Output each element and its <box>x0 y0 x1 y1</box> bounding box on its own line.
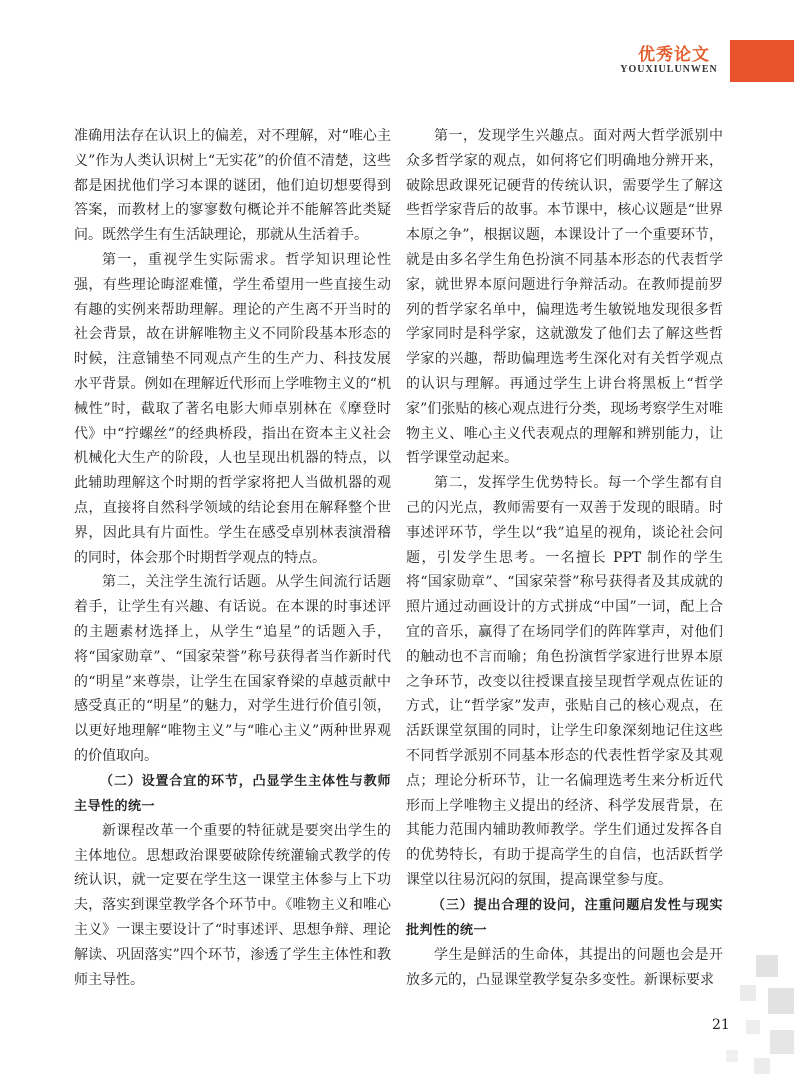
decorative-block <box>754 1058 770 1074</box>
paragraph: 第二，发挥学生优势特长。每一个学生都有自己的闪光点，教师需要有一双善于发现的眼睛。时事述评环节，学生以“我”追星的视角，谈论社会问题，引发学生思考。一名擅长 PPT 制作的学生将“国家勋章”、“国家荣誉”称号获得者及其成就的照片通过动画设计的方式拼成“中国”一词，配上合宜的音乐，赢得了在场同学们的阵阵掌声，对他们的触动也不言而喻；角色扮演哲学家进行世界本原之争环节，改变以往授课直接呈现哲学观点佐证的方式，让“哲学家”发声，张贴自己的核心观点，在活跃课堂氛围的同时，让学生印象深刻地记住这些不同哲学派别不同基本形态的代表性哲学家及其观点；理论分析环节，让一名偏理选考生来分析近代形而上学唯物主义提出的经济、科学发展背景，在其能力范围内辅助教师教学。学生们通过发挥各自的优势特长，有助于提高学生的自信，也活跃哲学课堂以往易沉闷的氛围，提高课堂参与度。 <box>406 475 723 888</box>
decorative-block <box>768 988 794 1014</box>
paragraph: 第二，关注学生流行话题。从学生间流行话题着手，让学生有兴趣、有话说。在本课的时事述评的主题素材选择上，从学生“追星”的话题入手，将“国家勋章”、“国家荣誉”称号获得者当作新时代的“明星”来尊崇，让学生在国家脊梁的卓越贡献中感受真正的“明星”的魅力，对学生进行价值引领，以更好地理解“唯物主义”与“唯心主义”两种世界观的价值取向。 <box>74 574 391 764</box>
right-column <box>406 124 723 992</box>
section-heading: （二）设置合宜的环节，凸显学生主体性与教师主导性的统一 <box>74 773 391 814</box>
paragraph: 学生是鲜活的生命体，其提出的问题也会是开放多元的，凸显课堂教学复杂多变性。新课标要求 <box>406 946 723 988</box>
left-column <box>74 124 391 992</box>
paragraph: 新课程改革一个重要的特征就是要突出学生的主体地位。思想政治课要破除传统灌输式教学的传统认识，就一定要在学生这一课堂主体参与上下功夫，落实到课堂教学各个环节中。《唯物主义和唯心主义》一课主要设计了“时事述评、思想争辩、理论解读、巩固落实”四个环节，渗透了学生主体性和教师主导性。 <box>74 822 391 988</box>
decorative-block <box>746 1020 760 1034</box>
paragraph: 第一，重视学生实际需求。哲学知识理论性强，有些理论晦涩难懂，学生希望用一些直接生动有趣的实例来帮助理解。理论的产生离不开当时的社会背景，故在讲解唯物主义不同阶段基本形态的时候，注意铺垫不同观点产生的生产力、科技发展水平背景。例如在理解近代形而上学唯物主义的“机械性”时，截取了著名电影大师卓别林在《摩登时代》中“拧螺丝”的经典桥段，指出在资本主义社会机械化大生产的阶段，人也呈现出机器的特点，以此辅助理解这个时期的哲学家将把人当做机器的观点，直接将自然科学领域的结论套用在解释整个世界，因此具有片面性。学生在感受卓别林表演滑稽的同时，体会那个时期哲学观点的特点。 <box>74 251 391 566</box>
decorative-block <box>740 985 756 1001</box>
header-accent-bar <box>730 40 794 82</box>
paragraph: 准确用法存在认识上的偏差，对不理解，对“唯心主义”作为人类认识树上“无实花”的价值不清楚，这些都是困扰他们学习本课的谜团，他们迫切想要得到答案，而教材上的寥寥数句概论并不能解答此类疑问。既然学生有生活缺理论，那就从生活着手。 <box>74 128 391 244</box>
paragraph: 第一，发现学生兴趣点。面对两大哲学派别中众多哲学家的观点，如何将它们明确地分辨开来，破除思政课死记硬背的传统认识，需要学生了解这些哲学家背后的故事。本节课中，核心议题是“世界本原之争”，根据议题，本课设计了一个重要环节，就是由多名学生角色扮演不同基本形态的代表哲学家，就世界本原问题进行争辩活动。在教师提前罗列的哲学家名单中，偏理选考生敏锐地发现很多哲学家同时是科学家，这就激发了他们去了解这些哲学家的兴趣，帮助偏理选考生深化对有关哲学观点的认识与理解。再通过学生上讲台将黑板上“哲学家”们张贴的核心观点进行分类，现场考察学生对唯物主义、唯心主义代表观点的理解和辨别能力，让哲学课堂动起来。 <box>406 128 723 467</box>
page-number: 21 <box>712 1017 730 1033</box>
section-heading: （三）提出合理的设问，注重问题启发性与现实批判性的统一 <box>406 897 723 938</box>
section-title: 优秀论文 <box>638 45 710 65</box>
decorative-block <box>756 955 778 977</box>
decorative-block <box>770 1030 794 1054</box>
section-title-pinyin: YOUXIULUNWEN <box>620 64 718 75</box>
decorative-block <box>726 1050 738 1062</box>
